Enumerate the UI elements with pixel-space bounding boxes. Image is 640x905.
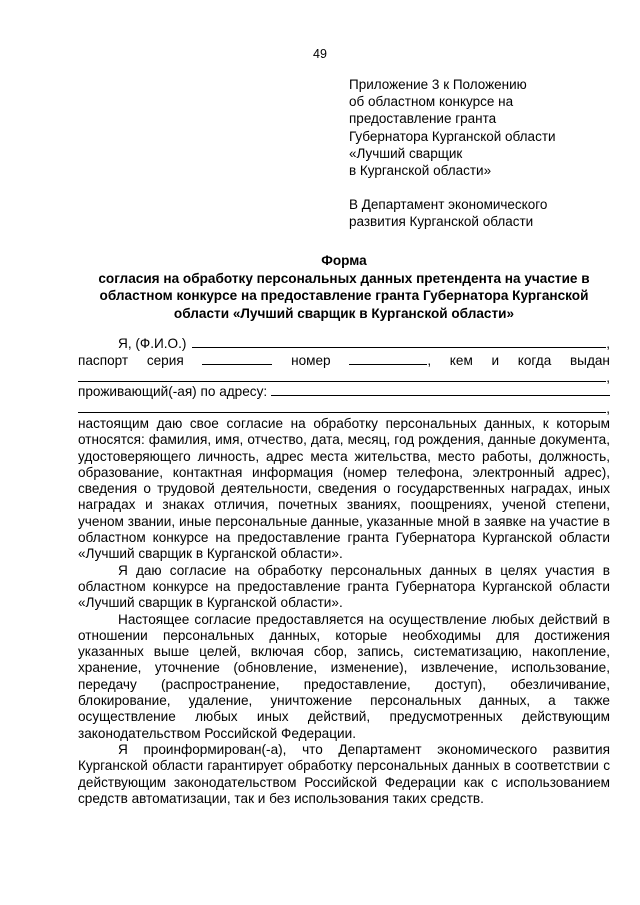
- address-input[interactable]: [271, 382, 610, 396]
- fio-row: [78, 334, 610, 352]
- form-title-line: области «Лучший сварщик в Курганской области»: [173, 305, 515, 321]
- passport-series-input[interactable]: [202, 351, 272, 365]
- issued-word: выдан: [569, 353, 610, 368]
- consent-paragraph: Настоящее согласие предоставляется на осуществление любых действий в отношении персональных данных, которые необходимы для достижения указанных выше целей, включая сбор, запись, систематизацию, накопление, хранение, уточнение (обновление, изменение), извлечение, использование, передачу (распространение, предоставление, доступ), обезличивание, блокирование, удаление, уничтожение персональных данных, а также осуществление любых иных действий, предусмотренных действующим законодательством Российской Федерации.: [78, 611, 610, 741]
- form-title-line: областном конкурсе на предоставление гранта Губернатора Курганской: [99, 288, 589, 303]
- appendix-line: Приложение 3 к Положению: [349, 77, 527, 92]
- fio-input[interactable]: [192, 334, 606, 348]
- form-title: [78, 252, 610, 322]
- comma: ,: [606, 401, 610, 416]
- passport-number-group: [349, 351, 431, 368]
- address-continuation-input[interactable]: [78, 399, 606, 413]
- issued-by-word: кем: [449, 353, 473, 368]
- consent-paragraph: Я даю согласие на обработку персональных данных в целях участия в областном конкурсе на предоставление гранта Губернатора Курганской области «Лучший сварщик в Курганской области».: [78, 562, 610, 611]
- recipient-line: В Департамент экономического: [349, 197, 548, 213]
- and-word: и: [491, 353, 500, 368]
- address-continuation-row: [78, 399, 610, 417]
- comma: ,: [606, 336, 610, 351]
- recipient-line: развития Курганской области: [349, 214, 534, 230]
- consent-body: [78, 416, 610, 807]
- comma: ,: [606, 370, 610, 385]
- form-heading: Форма: [321, 253, 367, 268]
- passport-row: [78, 351, 610, 369]
- address-label: проживающий(-ая) по адресу:: [78, 384, 268, 399]
- issued-by-input[interactable]: [78, 368, 606, 382]
- spacer: [349, 179, 629, 196]
- appendix-line: в Курганской области»: [349, 163, 492, 179]
- comma: ,: [427, 353, 432, 368]
- appendix-header: [349, 76, 629, 231]
- appendix-line: об областном конкурсе на: [349, 94, 514, 110]
- series-label: серия: [146, 353, 184, 368]
- appendix-line: Губернатора Курганской области: [349, 128, 556, 144]
- passport-label: паспорт: [78, 353, 129, 368]
- appendix-line: «Лучший сварщик: [349, 145, 463, 161]
- appendix-line: предоставление гранта: [349, 111, 497, 127]
- consent-paragraph: Я проинформирован(-а), что Департамент экономического развития Курганской области гарантирует обработку персональных данных в соответствии с действующим законодательством Российской Федерации как с использованием средств автоматизации, так и без использования таких средств.: [78, 741, 610, 806]
- address-row: [78, 382, 610, 400]
- fio-label: Я, (Ф.И.О.): [118, 336, 187, 351]
- page-number: 49: [313, 47, 327, 61]
- consent-paragraph: настоящим даю свое согласие на обработку персональных данных, к которым относятся: фамилия, имя, отчество, дата, месяц, год рождения, данные документа, удостоверяющего личность, адрес места жительства, место работы, должность, образование, контактная информация (номер телефона, электронный адрес), сведения о трудовой деятельности, сведения о государственных наградах, иных наградах и знаках отличия, почетных званиях, поощрениях, ученой степени, ученом звании, иные персональные данные, указанные мной в заявке на участие в областном конкурсе на предоставление гранта Губернатора Курганской области «Лучший сварщик в Курганской области».: [78, 416, 610, 562]
- form-title-line: согласия на обработку персональных данных претендента на участие в: [98, 270, 590, 286]
- when-word: когда: [517, 353, 552, 368]
- number-label: номер: [291, 353, 331, 368]
- passport-number-input[interactable]: [349, 351, 427, 365]
